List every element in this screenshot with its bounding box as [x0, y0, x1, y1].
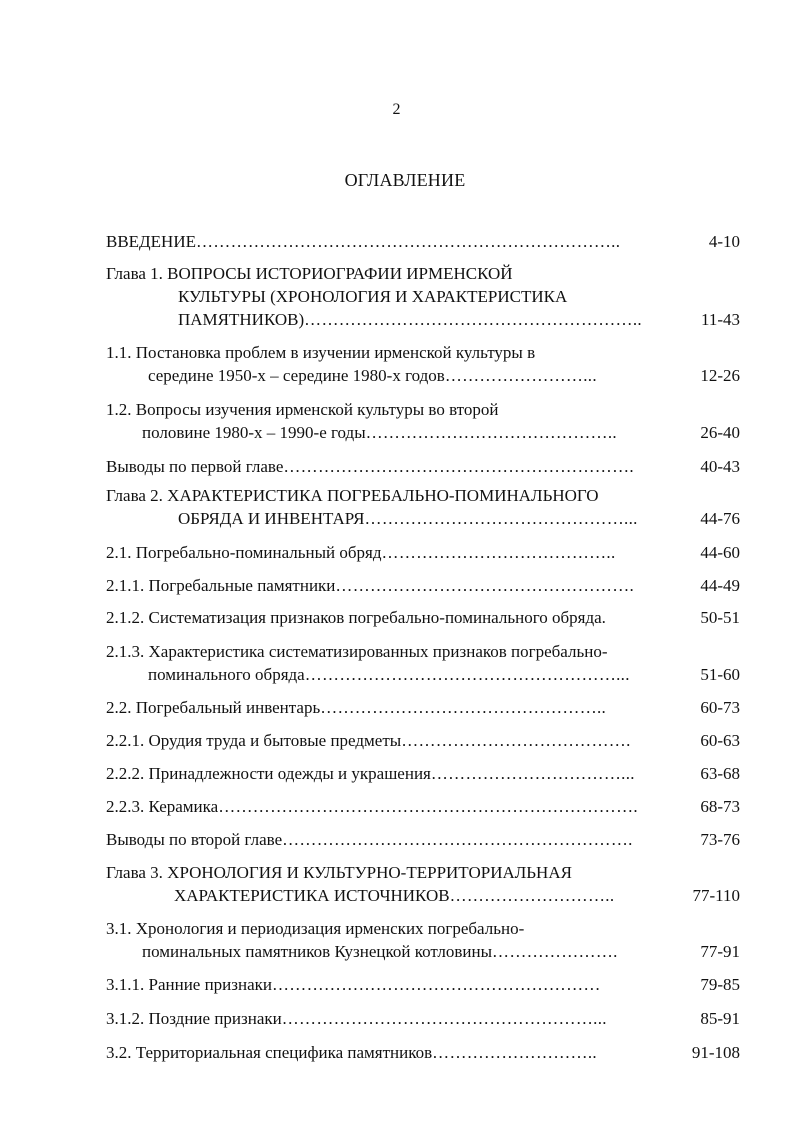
toc-entry-conclusions-1[interactable]: Выводы по первой главе……………………………………………………. — [106, 457, 634, 476]
toc-pages: 85-91 — [700, 1009, 740, 1028]
toc-pages: 73-76 — [700, 830, 740, 849]
toc-pages: 91-108 — [691, 1043, 740, 1062]
toc-entry-2-1-1[interactable]: 2.1.1. Погребальные памятники……………………………………………. — [106, 576, 635, 595]
toc-entry-conclusions-2[interactable]: Выводы по второй главе……………………………………………………. — [106, 830, 633, 849]
toc-entry-3-1[interactable]: 3.1. Хронология и периодизация ирменских погребально- поминальных памятников Кузнецкой котловины…………………. — [106, 919, 618, 961]
toc-pages: 44-49 — [700, 576, 740, 595]
toc-entry-chapter-3[interactable]: Глава 3. ХРОНОЛОГИЯ И КУЛЬТУРНО-ТЕРРИТОРИАЛЬНАЯ ХАРАКТЕРИСТИКА ИСТОЧНИКОВ……………………….. — [106, 863, 615, 905]
page-number: 2 — [392, 101, 401, 118]
toc-entry-2-1[interactable]: 2.1. Погребально-поминальный обряд………………………………….. — [106, 543, 616, 562]
toc-entry-1-2[interactable]: 1.2. Вопросы изучения ирменской культуры во второй половине 1980-х – 1990-е годы…………………………………….. — [106, 400, 617, 442]
toc-pages: 60-63 — [700, 731, 740, 750]
toc-pages: 12-26 — [700, 366, 740, 385]
toc-pages: 44-76 — [700, 509, 740, 528]
toc-pages: 68-73 — [700, 797, 740, 816]
toc-entry-2-2-2[interactable]: 2.2.2. Принадлежности одежды и украшения……………………………... — [106, 764, 635, 783]
toc-entry-1-1[interactable]: 1.1. Постановка проблем в изучении ирменской культуры в середине 1950-х – середине 1980-х годов……………………... — [106, 343, 597, 385]
toc-pages: 51-60 — [700, 665, 740, 684]
toc-entry-3-2[interactable]: 3.2. Территориальная специфика памятников……………………….. — [106, 1043, 597, 1062]
toc-entry-2-2-1[interactable]: 2.2.1. Орудия труда и бытовые предметы…………………………………. — [106, 731, 631, 750]
toc-pages: 40-43 — [700, 457, 740, 476]
toc-pages: 4-10 — [708, 232, 740, 251]
toc-pages: 50-51 — [700, 608, 740, 627]
toc-entry-2-2-3[interactable]: 2.2.3. Керамика………………………………………………………………. — [106, 797, 638, 816]
toc-pages: 77-91 — [700, 942, 740, 961]
toc-entry-chapter-2[interactable]: Глава 2. ХАРАКТЕРИСТИКА ПОГРЕБАЛЬНО-ПОМИНАЛЬНОГО ОБРЯДА И ИНВЕНТАРЯ………………………………………... — [106, 486, 638, 528]
toc-pages: 63-68 — [700, 764, 740, 783]
toc-entry-2-1-3[interactable]: 2.1.3. Характеристика систематизированных признаков погребально- поминального обряда………………………………………………... — [106, 642, 630, 684]
toc-pages: 26-40 — [700, 423, 740, 442]
toc-entry-2-2[interactable]: 2.2. Погребальный инвентарь………………………………………….. — [106, 698, 607, 717]
toc-entry-chapter-1[interactable]: Глава 1. ВОПРОСЫ ИСТОРИОГРАФИИ ИРМЕНСКОЙ КУЛЬТУРЫ (ХРОНОЛОГИЯ И ХАРАКТЕРИСТИКА ПАМЯТНИКОВ)………………………………………………….. — [106, 264, 642, 329]
toc-title: ОГЛАВЛЕНИЕ — [344, 170, 466, 190]
toc-entry-3-1-1[interactable]: 3.1.1. Ранние признаки………………………………………………… — [106, 975, 601, 994]
toc-entry-3-1-2[interactable]: 3.1.2. Поздние признаки………………………………………………... — [106, 1009, 607, 1028]
toc-pages: 60-73 — [700, 698, 740, 717]
toc-entry-2-1-2[interactable]: 2.1.2. Систематизация признаков погребально-поминального обряда. — [106, 608, 606, 627]
toc-pages: 79-85 — [700, 975, 740, 994]
toc-pages: 77-110 — [692, 886, 740, 905]
toc-entry-introduction[interactable]: ВВЕДЕНИЕ……………………………………………………………….. — [106, 232, 621, 251]
toc-pages: 44-60 — [700, 543, 740, 562]
toc-pages: 11-43 — [700, 310, 740, 329]
